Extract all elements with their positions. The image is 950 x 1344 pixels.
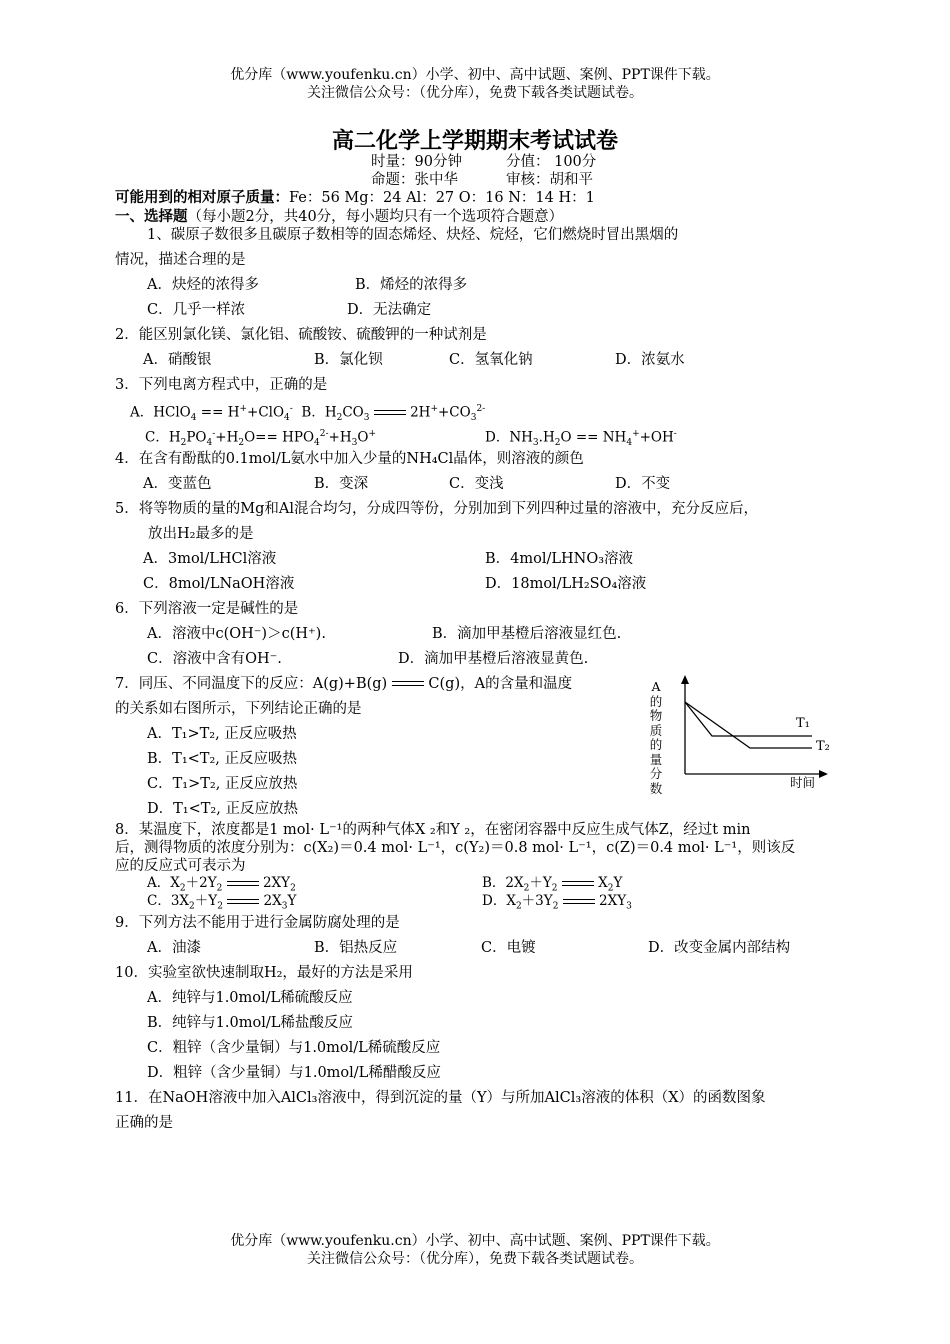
- section-1-note: （每小题2分，共40分，每小题均只有一个选项符合题意）: [187, 209, 564, 225]
- exam-author: 命题：张中华: [371, 172, 458, 188]
- q6-option-c: C．溶液中含有OH⁻.: [147, 651, 282, 667]
- section-1-label: 一、选择题: [115, 209, 188, 225]
- q5-option-d: D．18mol/LH₂SO₄溶液: [485, 576, 647, 592]
- q5-stem-2: 放出H₂最多的是: [148, 526, 254, 542]
- q3-options-ab: A．HClO$_4$ == H++ClO$_4$- B．$H_2CO_3$ $2H^++CO_3^{2-}$: [130, 404, 486, 424]
- q9-option-d: D．改变金属内部结构: [648, 940, 791, 956]
- q4-stem: 4．在含有酚酞的0.1mol/L氨水中加入少量的NH₄Cl晶体，则溶液的颜色: [115, 451, 584, 467]
- q4-option-d: D．不变: [615, 476, 671, 492]
- q1-option-d: D．无法确定: [347, 302, 432, 318]
- exam-score: 分值： 100分: [506, 154, 597, 170]
- atomic-mass-values: Fe：56 Mg：24 Al：27 O：16 N：14 H：1: [289, 190, 595, 206]
- q5-option-c: C．8mol/LNaOH溶液: [143, 576, 295, 592]
- q9-option-a: A．油漆: [147, 940, 201, 956]
- q7-option-d: D．T₁<T₂, 正反应放热: [147, 801, 298, 817]
- q1-stem-1: 1、碳原子数很多且碳原子数相等的固态烯烃、炔烃、烷烃，它们燃烧时冒出黑烟的: [147, 227, 679, 243]
- q7-option-c: C．T₁>T₂, 正反应放热: [147, 776, 298, 792]
- q2-option-b: B．氯化钡: [314, 352, 383, 368]
- q5-option-b: B．4mol/LHNO₃溶液: [485, 551, 634, 567]
- q8-stem-3: 应的反应式可表示为: [115, 858, 246, 874]
- exam-time: 时量：90分钟: [371, 154, 462, 170]
- q7-stem-2: 的关系如右图所示，下列结论正确的是: [115, 701, 362, 717]
- q1-stem-2: 情况，描述合理的是: [115, 252, 246, 268]
- footer-line-1: 优分库（www.youfenku.cn）小学、初中、高中试题、案例、PPT课件下载。: [230, 1233, 720, 1249]
- footer-line-2: 关注微信公众号：（优分库），免费下载各类试题试卷。: [307, 1251, 643, 1267]
- q5-stem-1: 5．将等物质的量的Mg和Al混合均匀，分成四等份，分别加到下列四种过量的溶液中，充分反应后，: [115, 501, 758, 517]
- q6-stem: 6．下列溶液一定是碱性的是: [115, 601, 299, 617]
- graph-y-label: A 的 物 质 的 量 分 数: [649, 679, 663, 796]
- q4-option-c: C．变浅: [449, 476, 504, 492]
- q1-option-b: B．烯烃的浓得多: [355, 277, 468, 293]
- q8-stem-2: 后，测得物质的浓度分别为：c(X₂)＝0.4 mol· L⁻¹，c(Y₂)＝0.8 mol· L⁻¹，c(Z)＝0.4 mol· L⁻¹，则该反: [115, 840, 796, 856]
- q2-option-c: C．氢氧化钠: [449, 352, 533, 368]
- q10-option-d: D．粗锌（含少量铜）与1.0mol/L稀醋酸反应: [147, 1065, 441, 1081]
- q4-option-b: B．变深: [314, 476, 369, 492]
- q9-stem: 9．下列方法不能用于进行金属防腐处理的是: [115, 915, 400, 931]
- q3-option-c: C．$H_2PO_4^-+H_2O== HPO_4^{2-}+H_3O^+$: [145, 429, 376, 449]
- q1-option-c: C．几乎一样浓: [147, 302, 246, 318]
- graph-y-arrow-icon: [681, 675, 689, 684]
- q8-option-d: D．$X_2+3Y_2$ $2XY_3$: [482, 893, 632, 912]
- curve-t1: [685, 702, 812, 736]
- q7-stem-1: 7．同压、不同温度下的反应：A(g)+B(g) C(g)，A的含量和温度: [115, 676, 573, 692]
- q7-graph: [670, 672, 840, 784]
- q4-option-a: A．变蓝色: [143, 476, 212, 492]
- graph-t1-label: T₁: [796, 716, 810, 731]
- q8-option-a: A．$X_2+2Y_2$ $2XY_2$: [147, 875, 296, 894]
- q8-option-b: B．$2X_2+Y_2$ $X_2Y$: [482, 875, 623, 894]
- q1-option-a: A．炔烃的浓得多: [147, 277, 259, 293]
- q7-option-a: A．T₁>T₂, 正反应吸热: [147, 726, 297, 742]
- q10-option-a: A．纯锌与1.0mol/L稀硫酸反应: [147, 990, 353, 1006]
- q10-option-b: B．纯锌与1.0mol/L稀盐酸反应: [147, 1015, 353, 1031]
- q3-option-d: D．$NH_3.H_2O == NH_4^++OH^-$: [485, 429, 677, 449]
- q6-option-d: D．滴加甲基橙后溶液显黄色.: [398, 651, 589, 667]
- q5-option-a: A．3mol/LHCl溶液: [143, 551, 277, 567]
- exam-reviewer: 审核：胡和平: [506, 172, 593, 188]
- q2-stem: 2．能区别氯化镁、氯化铝、硫酸铵、硫酸钾的一种试剂是: [115, 327, 487, 343]
- graph-x-arrow-icon: [819, 770, 828, 778]
- q2-option-a: A．硝酸银: [143, 352, 212, 368]
- q3-stem: 3．下列电离方程式中，正确的是: [115, 377, 328, 393]
- q7-option-b: B．T₁<T₂, 正反应吸热: [147, 751, 297, 767]
- graph-x-label: 时间: [790, 775, 816, 790]
- q6-option-b: B．滴加甲基橙后溶液显红色.: [432, 626, 622, 642]
- q8-stem-1: 8．某温度下，浓度都是1 mol· L⁻¹的两种气体X ₂和Y ₂，在密闭容器中反应生成气体Z，经过t min: [115, 822, 751, 838]
- q10-option-c: C．粗锌（含少量铜）与1.0mol/L稀硫酸反应: [147, 1040, 441, 1056]
- q2-option-d: D．浓氨水: [615, 352, 685, 368]
- q6-option-a: A．溶液中c(OH⁻)＞c(H⁺).: [147, 626, 326, 642]
- q11-stem-2: 正确的是: [115, 1115, 173, 1131]
- header-line-1: 优分库（www.youfenku.cn）小学、初中、高中试题、案例、PPT课件下载。: [230, 67, 720, 83]
- graph-t2-label: T₂: [816, 739, 830, 754]
- q10-stem: 10．实验室欲快速制取H₂，最好的方法是采用: [115, 965, 413, 981]
- q8-option-c: C．$3X_2+Y_2$ $2X_3Y$: [147, 893, 297, 912]
- q11-stem-1: 11．在NaOH溶液中加入AlCl₃溶液中，得到沉淀的量（Y）与所加AlCl₃溶液的体积（X）的函数图象: [115, 1090, 766, 1106]
- header-line-2: 关注微信公众号：（优分库），免费下载各类试题试卷。: [307, 85, 643, 101]
- q9-option-b: B．铝热反应: [314, 940, 398, 956]
- exam-title: 高二化学上学期期末考试试卷: [331, 128, 618, 154]
- q9-option-c: C．电镀: [481, 940, 536, 956]
- atomic-mass-label: 可能用到的相对原子质量：: [115, 190, 289, 206]
